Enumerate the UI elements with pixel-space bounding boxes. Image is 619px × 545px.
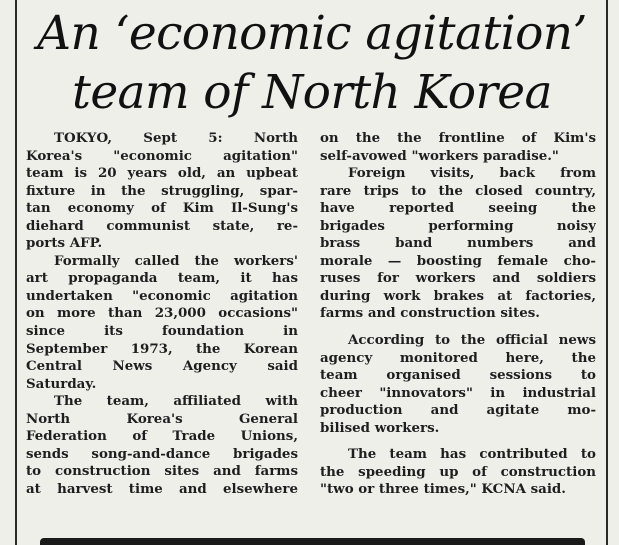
headline-line-1: An ‘economic agitation’ — [37, 6, 587, 61]
text-line: the speeding up of construction — [320, 463, 596, 480]
text-line: sends song-and-dance brigades — [26, 445, 298, 462]
text-line: TOKYO, Sept 5: North — [54, 130, 298, 146]
text-line: diehard communist state, re- — [26, 217, 298, 234]
text-line: since its foundation in — [26, 323, 298, 340]
text-line: team is 20 years old, an upbeat — [26, 165, 298, 182]
text-line: ruses for workers and soldiers — [320, 270, 596, 287]
text-line: The team, affiliated with — [54, 393, 298, 410]
article-column-left — [26, 130, 298, 498]
text-line: The team has contributed to — [348, 446, 596, 463]
paragraph-gap — [320, 437, 596, 446]
text-line: Foreign visits, back from — [348, 165, 596, 182]
text-line: North Korea's General — [26, 410, 298, 427]
text-line: Korea's "economic agitation" — [26, 147, 298, 164]
text-line: According to the official news — [348, 332, 596, 349]
text-line: rare trips to the closed country, — [320, 182, 596, 199]
text-line: farms and construction sites. — [320, 305, 540, 322]
text-line: Central News Agency said — [26, 358, 298, 375]
text-line: art propaganda team, it has — [26, 270, 298, 287]
text-line: "two or three times," KCNA said. — [320, 481, 566, 498]
text-line: undertaken "economic agitation — [26, 287, 298, 304]
article-column-right — [320, 130, 596, 499]
text-line: during work brakes at factories, — [320, 287, 596, 304]
text-line: ports AFP. — [26, 235, 103, 252]
text-line: morale — boosting female cho- — [320, 252, 596, 269]
headline-line-2: team of North Korea — [72, 65, 552, 120]
text-line: have reported seeing the — [320, 200, 596, 217]
text-line: tan economy of Kim Il-Sung's — [26, 200, 298, 217]
text-line: team organised sessions to — [320, 367, 596, 384]
text-line: production and agitate mo- — [320, 402, 596, 419]
text-line: Formally called the workers' — [54, 252, 298, 269]
text-line: Federation of Trade Unions, — [26, 428, 298, 445]
text-line: to construction sites and farms — [26, 463, 298, 480]
headline — [22, 4, 602, 122]
paragraph-gap — [320, 323, 596, 332]
text-line: self-avowed "workers paradise." — [320, 147, 559, 164]
bottom-rule — [40, 538, 585, 545]
text-line: on the the frontline of Kim's — [320, 130, 596, 146]
text-line: fixture in the struggling, spar- — [26, 182, 298, 199]
text-line: Saturday. — [26, 375, 97, 392]
text-line: bilised workers. — [320, 419, 440, 436]
text-line: at harvest time and elsewhere — [26, 480, 298, 497]
text-line: cheer "innovators" in industrial — [320, 384, 596, 401]
column-rule-left — [15, 0, 17, 545]
text-line: brass band numbers and — [320, 235, 596, 252]
text-line: agency monitored here, the — [320, 349, 596, 366]
text-line: September 1973, the Korean — [26, 340, 298, 357]
column-rule-right — [606, 0, 608, 545]
text-line: brigades performing noisy — [320, 217, 596, 234]
text-line: on more than 23,000 occasions" — [26, 305, 298, 322]
